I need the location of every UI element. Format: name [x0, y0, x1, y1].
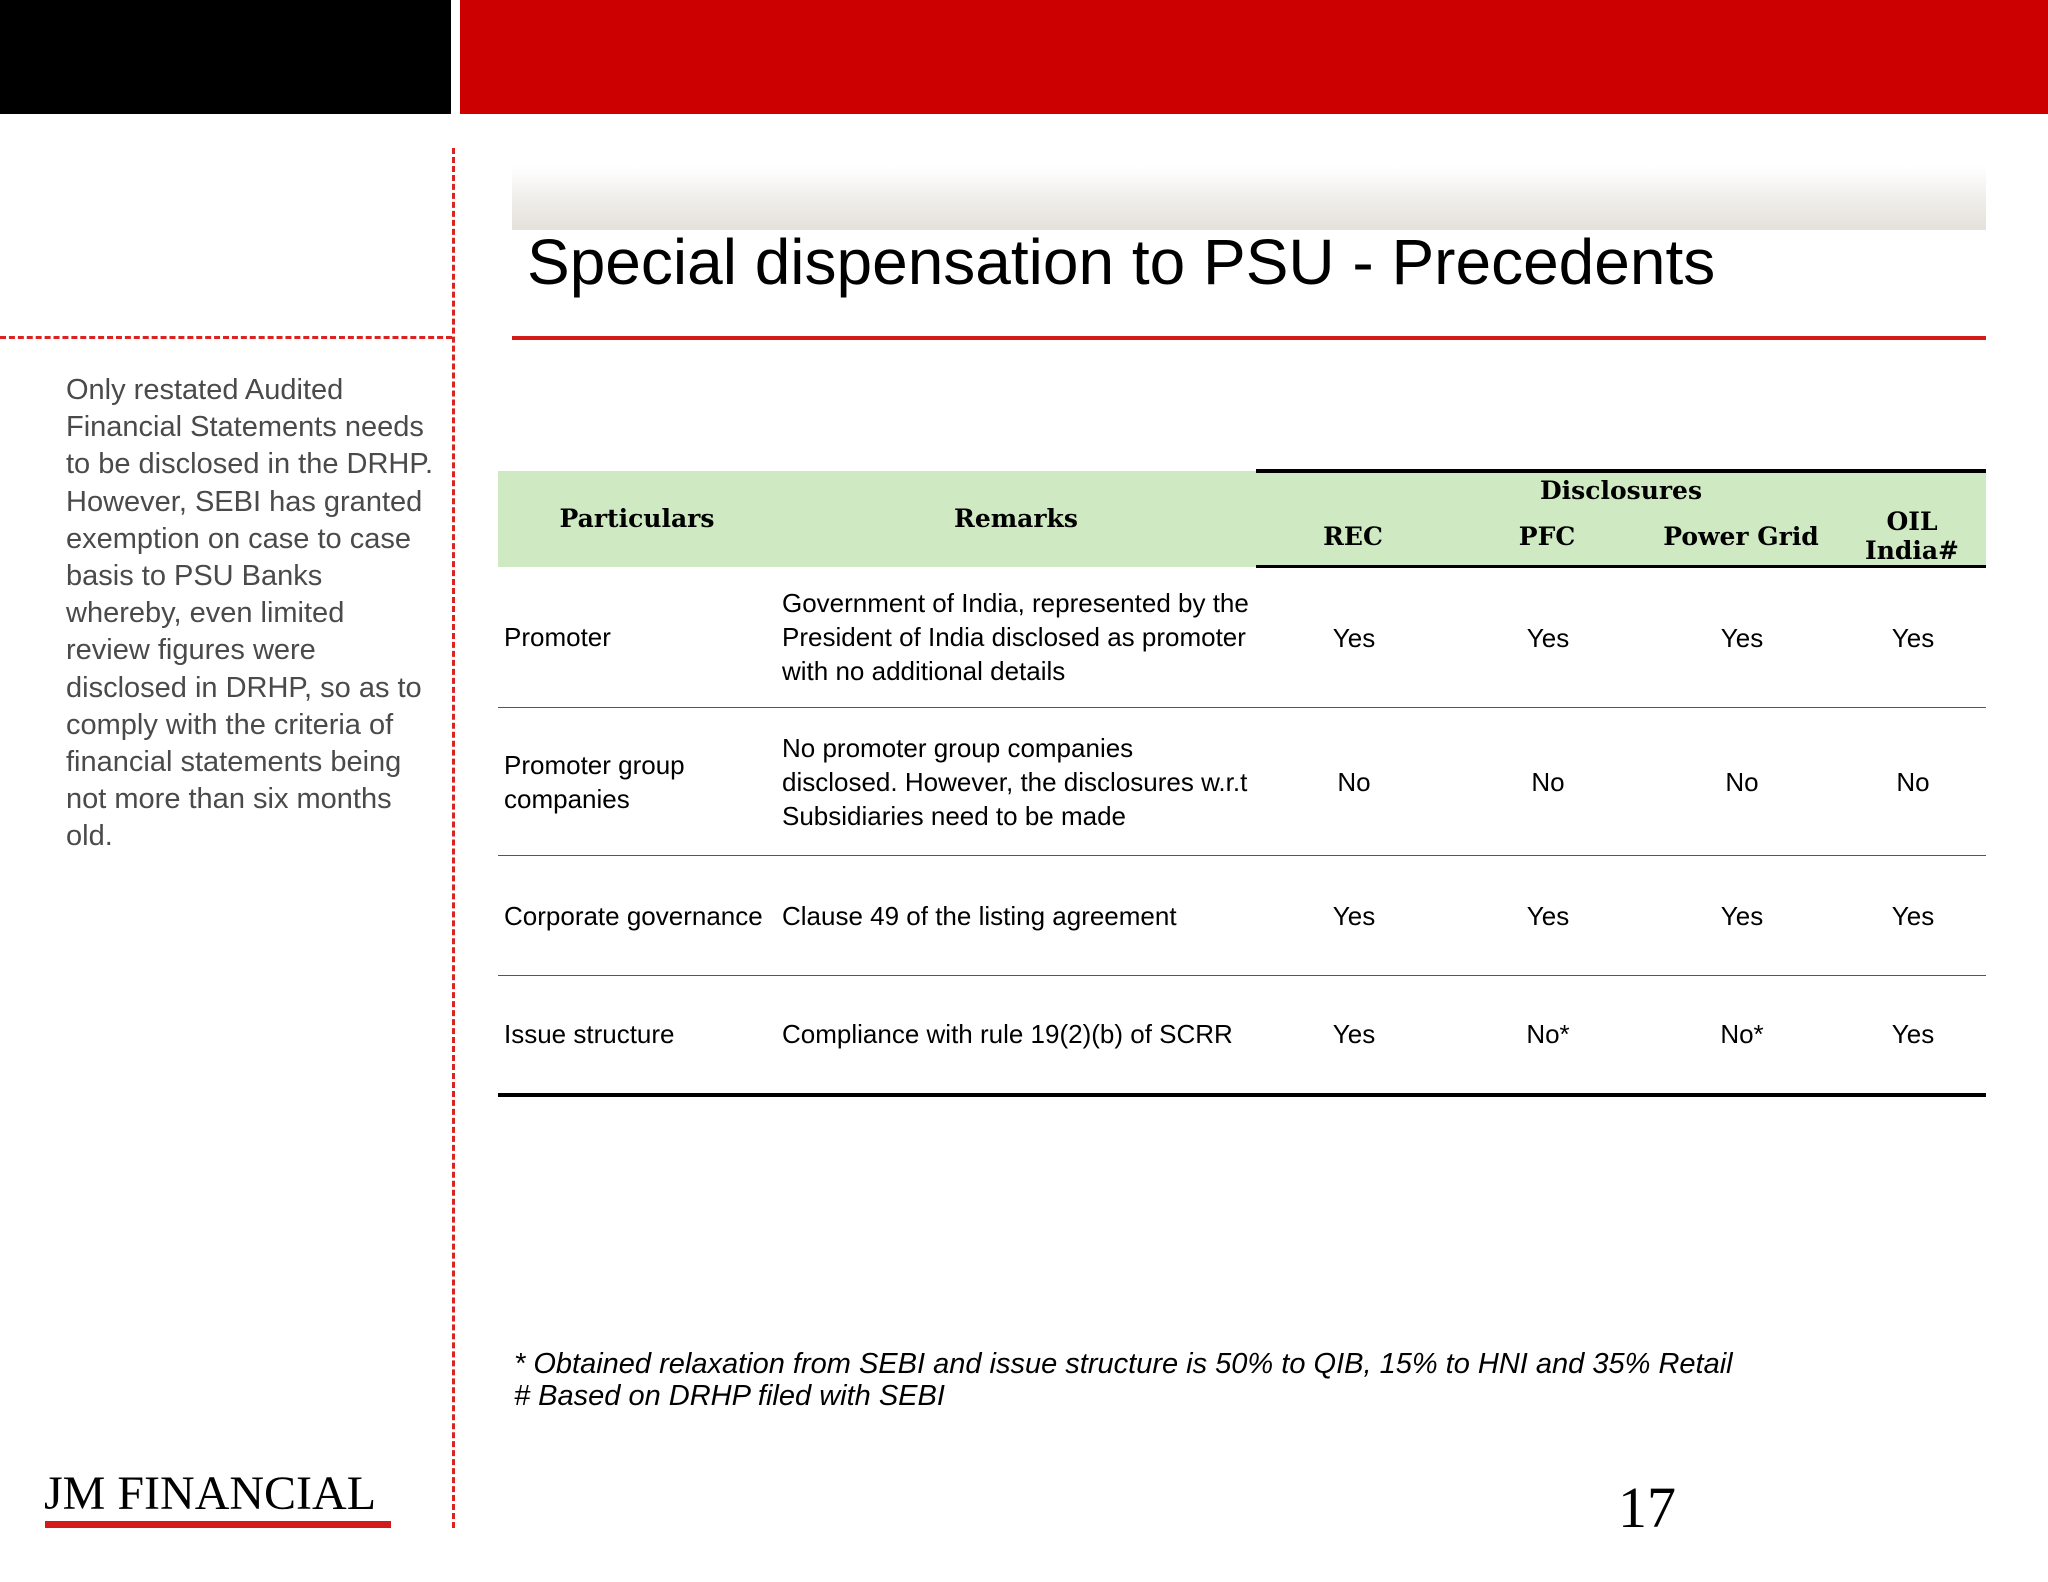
side-note: Only restated Audited Financial Statements needs to be disclosed in the DRHP. However, SEBI has granted exemption on case to case basis to PSU Banks whereby, even limited review figures were disclosed in DRHP, so as to comply with the criteria of financial statements being not more than six months old. — [66, 374, 434, 853]
header-oil-india: OIL India# — [1838, 507, 1986, 567]
cell-rec: Yes — [1256, 856, 1450, 976]
top-black-bar — [0, 0, 451, 114]
header-pfc: PFC — [1450, 507, 1644, 567]
footnote-drhp: # Based on DRHP filed with SEBI — [514, 1380, 945, 1412]
top-red-bar — [460, 0, 2048, 114]
title-underline — [512, 336, 1986, 340]
cell-power-grid: Yes — [1644, 856, 1838, 976]
row-particular: Promoter — [498, 567, 776, 708]
header-power-grid: Power Grid — [1644, 507, 1838, 567]
cell-rec: No — [1256, 708, 1450, 856]
vertical-dashed-divider — [452, 148, 455, 1528]
header-particulars: Particulars — [559, 504, 715, 534]
row-particular: Promoter group companies — [498, 708, 776, 856]
row-particular: Issue structure — [498, 976, 776, 1095]
table-row — [498, 976, 1986, 1095]
table-row — [498, 567, 1986, 708]
cell-power-grid: No — [1644, 708, 1838, 856]
cell-pfc: Yes — [1450, 567, 1644, 708]
row-particular: Corporate governance — [498, 856, 776, 976]
row-remark: Compliance with rule 19(2)(b) of SCRR — [776, 976, 1256, 1095]
table-row — [498, 708, 1986, 856]
cell-oil-india: Yes — [1838, 976, 1986, 1095]
title-gradient-band — [512, 166, 1986, 230]
logo-underline — [45, 1521, 391, 1528]
footnotes — [514, 1348, 1733, 1412]
header-disclosures: Disclosures — [1256, 471, 1986, 507]
cell-pfc: No* — [1450, 976, 1644, 1095]
row-remark: No promoter group companies disclosed. However, the disclosures w.r.t Subsidiaries need to be made — [776, 708, 1256, 856]
precedents-table — [498, 469, 1986, 1097]
horizontal-dashed-divider — [0, 336, 452, 339]
cell-oil-india: No — [1838, 708, 1986, 856]
slide-title: Special dispensation to PSU - Precedents — [527, 226, 1716, 298]
table-row — [498, 856, 1986, 976]
header-remarks: Remarks — [954, 504, 1078, 534]
page-number: 17 — [1618, 1475, 1676, 1540]
cell-pfc: Yes — [1450, 856, 1644, 976]
row-remark: Government of India, represented by the President of India disclosed as promoter with no additional details — [776, 567, 1256, 708]
cell-power-grid: No* — [1644, 976, 1838, 1095]
cell-rec: Yes — [1256, 976, 1450, 1095]
jm-financial-logo: JM FINANCIAL — [44, 1467, 377, 1520]
row-remark: Clause 49 of the listing agreement — [776, 856, 1256, 976]
cell-oil-india: Yes — [1838, 567, 1986, 708]
footnote-relaxation: * Obtained relaxation from SEBI and issue structure is 50% to QIB, 15% to HNI and 35% Retail — [514, 1348, 1733, 1380]
cell-power-grid: Yes — [1644, 567, 1838, 708]
cell-rec: Yes — [1256, 567, 1450, 708]
cell-oil-india: Yes — [1838, 856, 1986, 976]
header-rec: REC — [1256, 507, 1450, 567]
cell-pfc: No — [1450, 708, 1644, 856]
